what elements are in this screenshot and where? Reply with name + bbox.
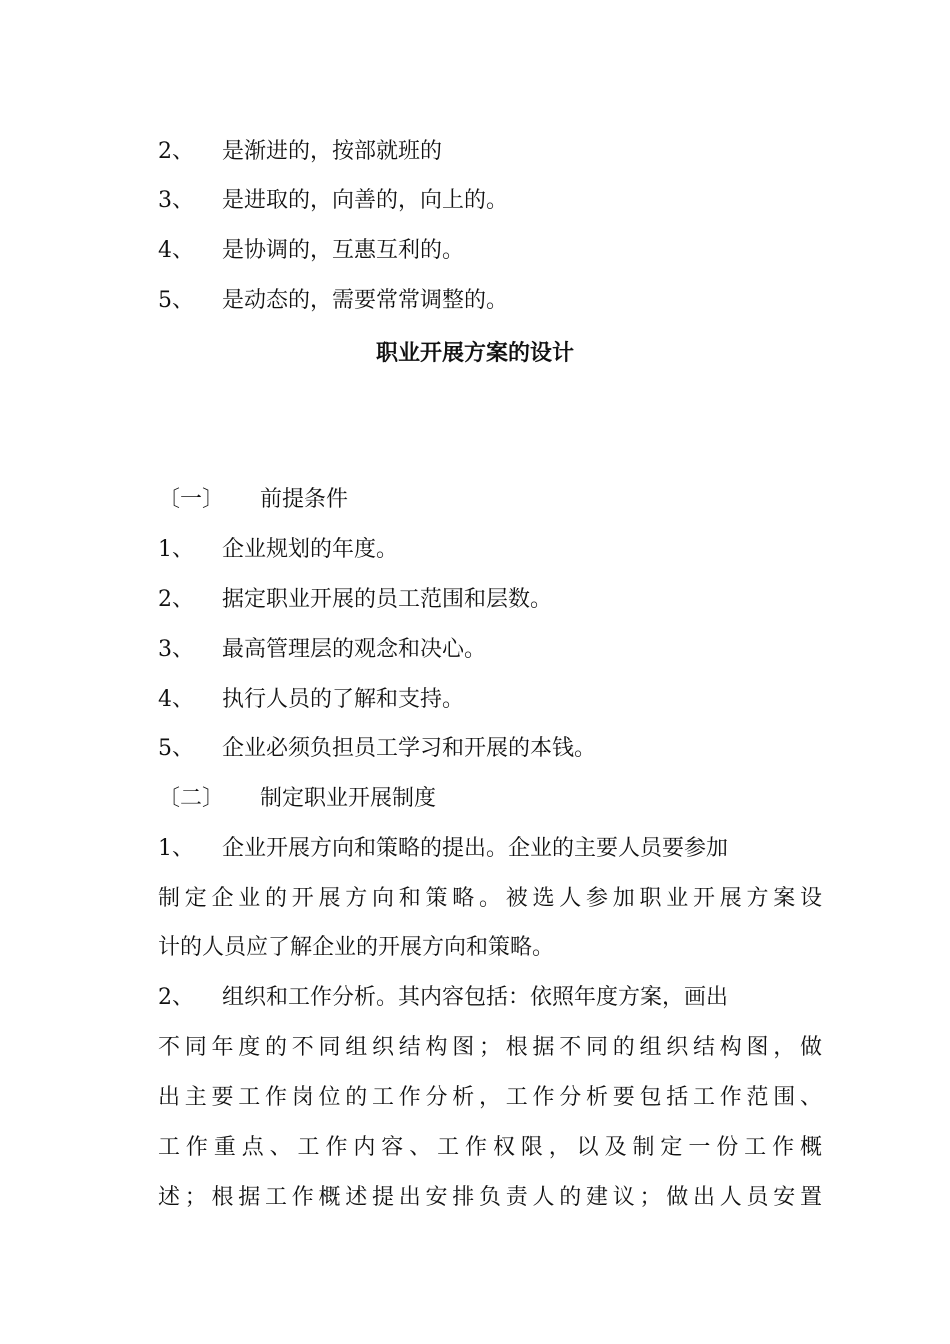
list-text: 企业规划的年度。 (222, 537, 399, 562)
list-text: 是动态的，需要常常调整的。 (222, 288, 509, 313)
section-list-item (158, 734, 822, 764)
list-number: 5、 (158, 288, 194, 313)
paragraph-line: 制定企业的开展方向和策略。被选人参加职业开展方案设 (158, 886, 822, 911)
section-list-item (158, 685, 822, 715)
intro-list-item (158, 137, 822, 167)
section-list-item (158, 535, 822, 565)
paragraph-text: 企业开展方向和策略的提出。企业的主要人员要参加 (222, 836, 729, 861)
list-text: 执行人员的了解和支持。 (222, 687, 465, 712)
intro-list-item (158, 186, 822, 216)
list-number: 5、 (158, 736, 194, 761)
list-text: 是渐进的，按部就班的 (222, 139, 443, 164)
list-text: 是协调的，互惠互利的。 (222, 238, 465, 263)
section-title: 制定职业开展制度 (260, 786, 437, 811)
intro-list-item (158, 286, 822, 316)
paragraph-line (158, 834, 822, 864)
list-text: 是进取的，向善的，向上的。 (222, 188, 509, 213)
list-number: 4、 (158, 238, 194, 263)
list-number: 2、 (158, 587, 194, 612)
section-list-item (158, 635, 822, 665)
intro-list-item (158, 236, 822, 266)
section-number: 〔二〕 (158, 786, 225, 811)
list-number: 4、 (158, 687, 194, 712)
section-list-item (158, 585, 822, 615)
paragraph-line (158, 983, 822, 1013)
section-title: 前提条件 (260, 487, 349, 512)
paragraph-line: 计的人员应了解企业的开展方向和策略。 (158, 935, 555, 960)
paragraph-line: 述；根据工作概述提出安排负责人的建议；做出人员安置 (158, 1185, 822, 1210)
paragraph-text: 组织和工作分析。其内容包括：依照年度方案，画出 (222, 985, 729, 1010)
paragraph-line: 工作重点、工作内容、工作权限，以及制定一份工作概 (158, 1135, 822, 1160)
list-text: 据定职业开展的员工范围和层数。 (222, 587, 553, 612)
section-heading (158, 485, 822, 515)
section-heading (158, 784, 822, 814)
list-text: 最高管理层的观念和决心。 (222, 637, 487, 662)
list-text: 企业必须负担员工学习和开展的本钱。 (222, 736, 597, 761)
list-number: 2、 (158, 139, 194, 164)
list-number: 1、 (158, 537, 194, 562)
section-number: 〔一〕 (158, 487, 225, 512)
paragraph-line: 出主要工作岗位的工作分析，工作分析要包括工作范围、 (158, 1085, 822, 1110)
paragraph-line: 不同年度的不同组织结构图；根据不同的组织结构图，做 (158, 1035, 822, 1060)
list-number: 2、 (158, 985, 194, 1010)
document-title: 职业开展方案的设计 (375, 340, 574, 366)
list-number: 3、 (158, 188, 194, 213)
list-number: 1、 (158, 836, 194, 861)
list-number: 3、 (158, 637, 194, 662)
